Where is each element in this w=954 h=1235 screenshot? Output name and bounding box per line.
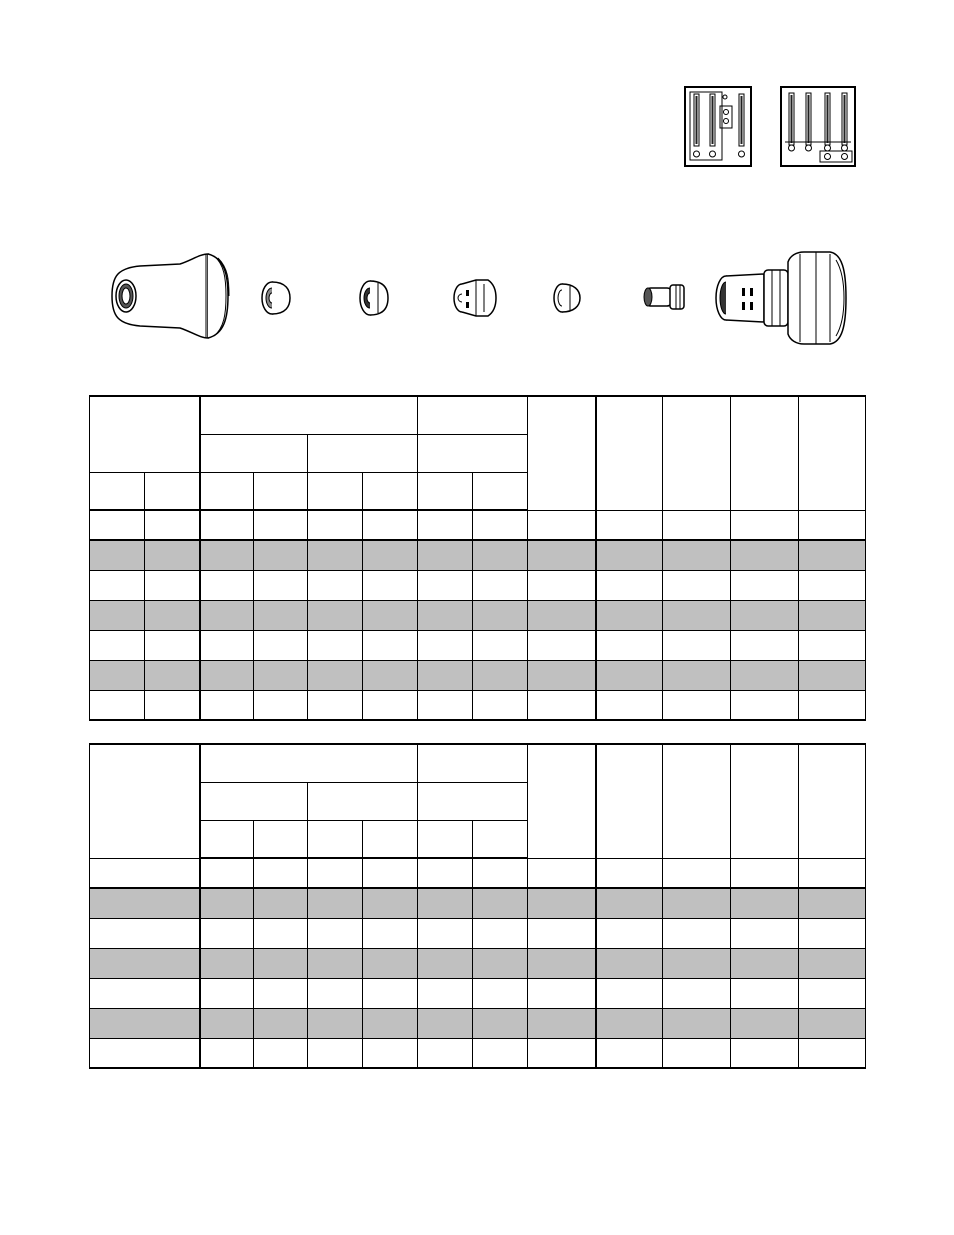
switch-panel-a [684, 86, 752, 167]
table-row [90, 570, 866, 600]
header-cell [731, 744, 799, 858]
shield-icon [262, 282, 290, 314]
header-cell [90, 744, 200, 858]
torch-body-icon [716, 252, 846, 344]
header-cell [308, 472, 363, 510]
table-row [90, 858, 866, 888]
header-cell [799, 744, 866, 858]
cut-chart-table-1 [89, 395, 866, 721]
header-cell [799, 396, 866, 510]
header-cell [528, 744, 596, 858]
header-cell [418, 820, 473, 858]
header-cell [90, 396, 200, 472]
header-cell [663, 396, 731, 510]
header-cell [731, 396, 799, 510]
table-row [90, 1008, 866, 1038]
header-cell [200, 782, 308, 820]
header-cell [145, 472, 200, 510]
header-cell [308, 434, 418, 472]
header-cell [528, 396, 596, 510]
header-cell [418, 434, 528, 472]
cut-chart-table-2 [89, 743, 866, 1069]
dip-switch-diagram-icon [782, 88, 854, 165]
header-cell [200, 744, 418, 782]
header-cell [200, 820, 254, 858]
header-cell [418, 396, 528, 434]
header-cell [254, 820, 308, 858]
header-cell [200, 434, 308, 472]
header-cell [596, 744, 663, 858]
shield-cap-icon [112, 254, 229, 338]
header-cell [363, 820, 418, 858]
electrode-icon [644, 285, 684, 309]
table-row [90, 540, 866, 570]
table-row [90, 948, 866, 978]
table-row [90, 918, 866, 948]
table-row [90, 600, 866, 630]
header-cell [418, 472, 473, 510]
header-cell [308, 820, 363, 858]
retaining-cap-icon [360, 281, 388, 315]
header-cell [473, 472, 528, 510]
table-row [90, 660, 866, 690]
header-cell [663, 744, 731, 858]
table-row [90, 888, 866, 918]
dip-switch-diagram-icon [686, 88, 750, 165]
header-cell [363, 472, 418, 510]
table-row [90, 1038, 866, 1068]
header-cell [200, 396, 418, 434]
header-cell [596, 396, 663, 510]
consumable-parts-illustration [100, 240, 870, 360]
table-row [90, 690, 866, 720]
header-cell [200, 472, 254, 510]
header-cell [418, 782, 528, 820]
header-cell [473, 820, 528, 858]
swirl-ring-icon [454, 280, 496, 316]
table-row [90, 510, 866, 540]
header-cell [254, 472, 308, 510]
header-cell [90, 472, 145, 510]
table-row [90, 978, 866, 1008]
nozzle-icon [554, 284, 580, 312]
header-cell [308, 782, 418, 820]
switch-panel-b [780, 86, 856, 167]
table-row [90, 630, 866, 660]
header-cell [418, 744, 528, 782]
